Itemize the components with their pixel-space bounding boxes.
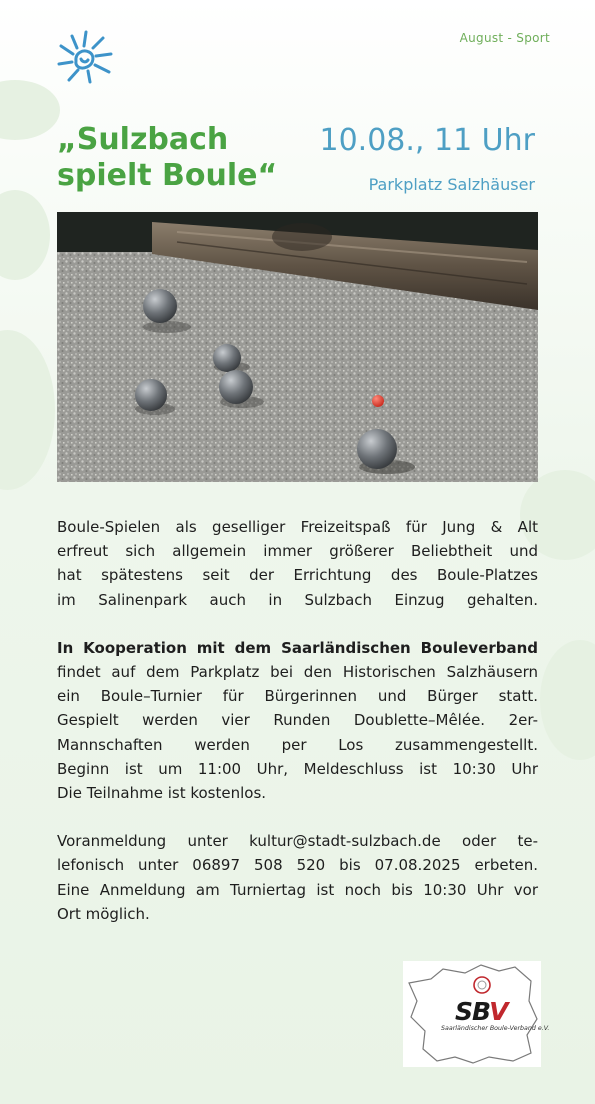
cooperation-lead: In Kooperation mit dem Saarländischen Bouleverband — [57, 638, 538, 657]
category-label: August - Sport — [459, 31, 550, 45]
text-line: erfreut sich allgemein immer größerer Beliebtheit und — [57, 542, 538, 561]
logo-full-name: Saarländischer Boule-Verband e.V. — [441, 1025, 550, 1032]
event-title — [57, 122, 277, 194]
logo-abbreviation: SBV — [455, 997, 508, 1026]
article-body — [57, 515, 538, 950]
text-line: Die Teilnahme ist kostenlos. — [57, 784, 267, 803]
text-line: Beginn ist um 11:00 Uhr, Meldeschluss ist 10:30 Uhr — [57, 759, 538, 778]
sun-icon — [55, 28, 115, 86]
paragraph-intro — [57, 515, 538, 612]
event-date-time: 10.08., 11 Uhr — [319, 123, 535, 158]
paragraph-cooperation — [57, 636, 538, 805]
title-line: „Sulzbach — [57, 122, 229, 157]
boule-balls-photo — [57, 212, 538, 482]
text-line: Eine Anmeldung am Turniertag ist noch bis 10:30 Uhr vor — [57, 880, 538, 899]
text-line: Gespielt werden vier Runden Doublette–Mêlée. 2er- — [57, 711, 538, 730]
text-line: ein Boule–Turnier für Bürgerinnen und Bürger statt. — [57, 687, 538, 706]
title-line: spielt Boule“ — [57, 158, 278, 193]
text-line: Mannschaften werden per Los zusammengestellt. — [57, 735, 538, 754]
text-line: findet auf dem Parkplatz bei den Historischen Salzhäusern — [57, 663, 538, 682]
text-line: Voranmeldung unter kultur@stadt-sulzbach.de oder te- — [57, 832, 538, 851]
event-location: Parkplatz Salzhäuser — [368, 175, 535, 194]
text-line: hat spätestens seit der Errichtung des Boule-Platzes — [57, 566, 538, 585]
text-line: Boule-Spielen als geselliger Freizeitspaß für Jung & Alt — [57, 518, 538, 536]
paragraph-registration — [57, 829, 538, 926]
text-line: im Salinenpark auch in Sulzbach Einzug gehalten. — [57, 590, 538, 609]
text-line: lefonisch unter 06897 508 520 bis 07.08.2025 erbeten. — [57, 856, 538, 875]
sbv-logo — [403, 961, 550, 1067]
text-line: Ort möglich. — [57, 904, 150, 923]
